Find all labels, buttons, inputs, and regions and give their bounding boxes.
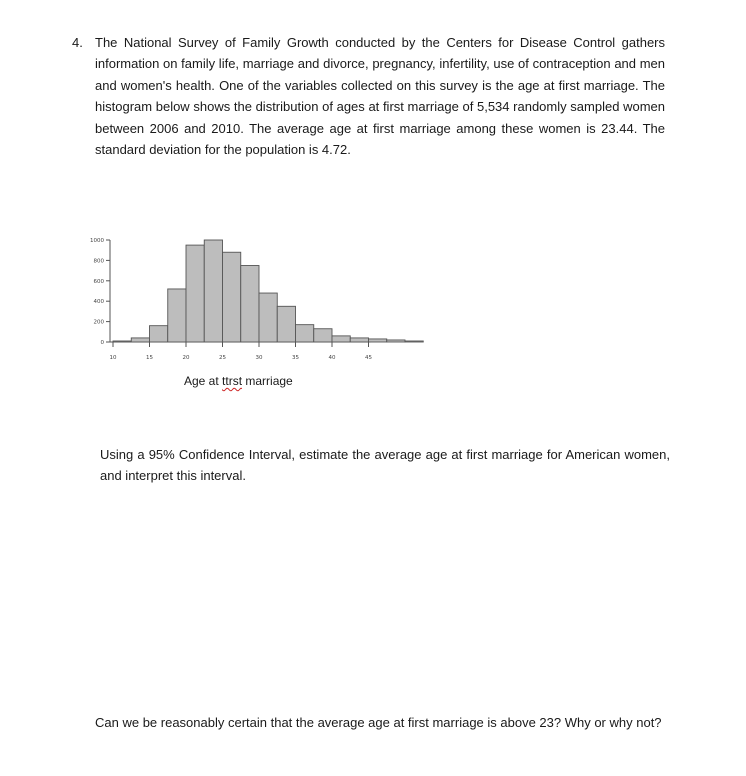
histogram-bar-30: [259, 293, 277, 342]
y-tick-label-0: 0: [100, 340, 104, 346]
x-axis-label: [184, 374, 293, 388]
y-tick-label-600: 600: [93, 278, 104, 285]
x-axis-label-part-3: marriage: [242, 374, 293, 388]
histogram-bar-22-5: [204, 240, 222, 342]
histogram-bar-20: [186, 245, 204, 342]
y-tick-label-800: 800: [93, 258, 104, 265]
histogram-bars: [113, 240, 423, 342]
age-histogram: [70, 228, 390, 368]
histogram-bar-40: [332, 336, 350, 342]
histogram-bar-25: [223, 252, 241, 342]
histogram-bar-15: [150, 326, 168, 342]
question-part-1: Using a 95% Confidence Interval, estimate the average age at first marriage for American women, and interpret this interval.: [100, 447, 670, 484]
x-tick-label-45: 45: [365, 355, 372, 361]
histogram-bar-45: [369, 339, 387, 342]
x-axis: [110, 342, 373, 361]
x-tick-label-20: 20: [182, 355, 190, 361]
question-number: 4.: [72, 35, 83, 50]
histogram-bar-42-5: [350, 338, 368, 342]
histogram-bar-50: [405, 341, 423, 342]
histogram-bar-17-5: [168, 289, 186, 342]
histogram-bar-47-5: [387, 340, 405, 342]
x-tick-label-35: 35: [292, 355, 299, 361]
y-axis: [90, 238, 110, 346]
y-tick-label-1000: 1000: [90, 238, 104, 244]
x-tick-label-15: 15: [146, 355, 153, 361]
histogram-bar-37-5: [314, 329, 332, 342]
histogram-bar-35: [296, 325, 314, 342]
y-tick-label-400: 400: [93, 299, 104, 306]
question-intro: The National Survey of Family Growth conducted by the Centers for Disease Control gathers information on family life, marriage and divorce, pregnancy, infertility, use of contraception and men and women's health. One of the variables collected on this survey is the age at first marriage. The histogram below shows the distribution of ages at first marriage of 5,534 randomly sampled women between 2006 and 2010. The average age at first marriage among these women is 23.44. The standard deviation for the population is 4.72.: [95, 35, 665, 158]
histogram-bar-32-5: [277, 306, 295, 342]
y-tick-label-200: 200: [93, 319, 104, 326]
x-tick-label-25: 25: [219, 355, 226, 361]
x-axis-label-misspelled-word: ttrst: [222, 374, 243, 388]
question-part-2: Can we be reasonably certain that the average age at first marriage is above 23? Why or why not?: [95, 715, 662, 730]
x-tick-label-40: 40: [328, 355, 336, 361]
histogram-bar-27-5: [241, 266, 259, 343]
histogram-bar-10: [113, 341, 131, 342]
histogram-bar-12-5: [131, 338, 149, 342]
x-axis-label-part-1: Age at: [184, 374, 223, 388]
x-tick-label-10: 10: [109, 355, 117, 361]
x-tick-label-30: 30: [255, 355, 263, 361]
